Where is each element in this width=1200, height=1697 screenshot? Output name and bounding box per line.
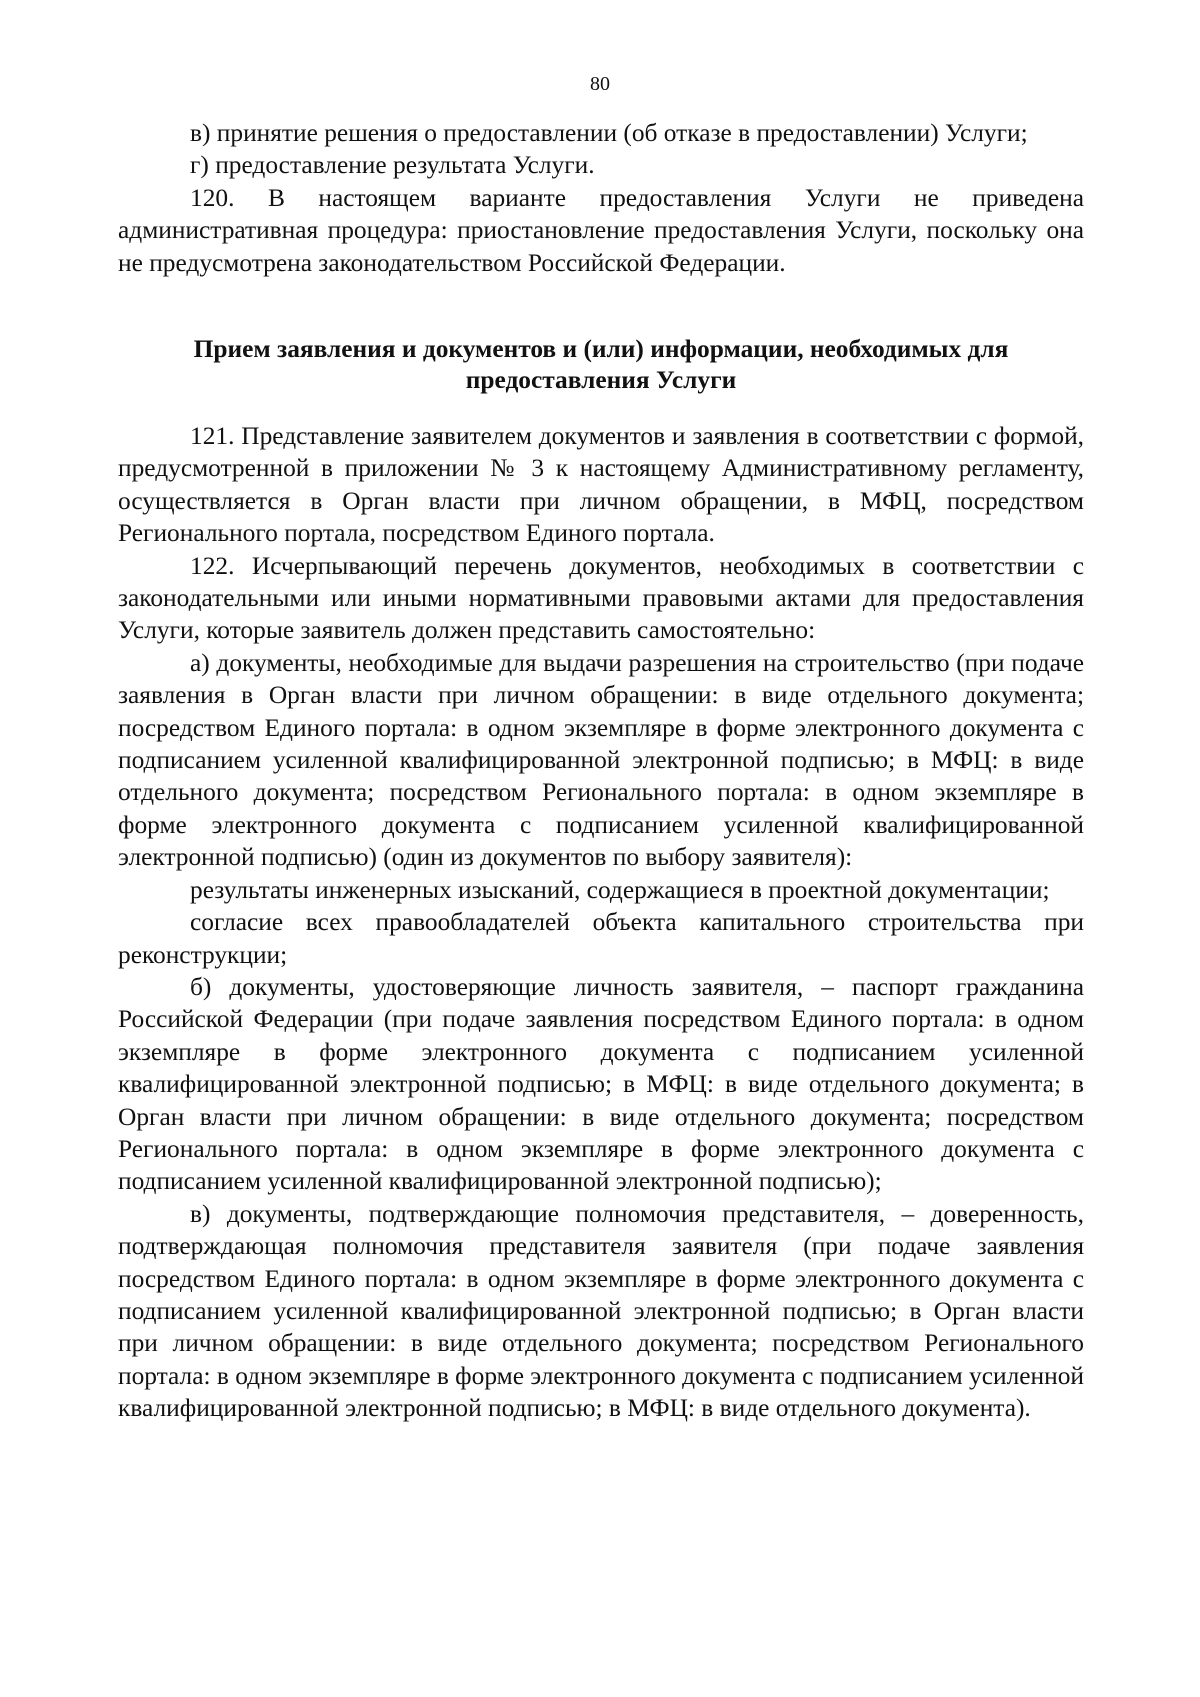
main-text-block — [118, 420, 1084, 1425]
paragraph-v-representative-docs: в) документы, подтверждающие полномочия представителя, – доверенность, подтверждающая полномочия представителя заявителя (при подаче заявления посредством Единого портала: в одном экземпляре в форме электронного документа с подписанием усиленной квалифицированной электронной подписью; в Орган власти при личном обращении: в виде отдельного документа; посредством Регионального портала: в одном экземпляре в форме электронного документа с подписанием усиленной квалифицированной электронной подписью; в МФЦ: в виде отдельного документа). — [118, 1199, 1085, 1423]
paragraph-120: 120. В настоящем варианте предоставления Услуги не приведена административная процедура: приостановление предоставления Услуги, поскольку она не предусмотрена законодательством Российской Федерации. — [118, 183, 1084, 277]
paragraph-g-result: г) предоставление результата Услуги. — [190, 151, 595, 180]
section-heading-line-2: предоставления Услуги — [465, 366, 737, 394]
paragraph-a-construction-docs: а) документы, необходимые для выдачи разрешения на строительство (при подаче заявления в Орган власти при личном обращении: в виде отдельного документа; посредством Единого портала: в одном экземпляре в форме электронного документа с подписанием усиленной квалифицированной электронной подписью; в МФЦ: в виде отдельного документа; посредством Регионального портала: в одном экземпляре в форме электронного документа с подписанием усиленной квалифицированной электронной подписью) (один из документов по выбору заявителя): — [118, 648, 1084, 872]
paragraph-engineering-results: результаты инженерных изысканий, содержащиеся в проектной документации; — [190, 875, 1050, 904]
top-text-block — [118, 117, 1084, 279]
paragraph-b-identity-docs: б) документы, удостоверяющие личность заявителя, – паспорт гражданина Российской Федерации (при подаче заявления посредством Единого портала: в одном экземпляре в форме электронного документа с подписанием усиленной квалифицированной электронной подписью; в МФЦ: в виде отдельного документа; в Орган власти при личном обращении: в виде отдельного документа; посредством Регионального портала: в одном экземпляре в форме электронного документа с подписанием усиленной квалифицированной электронной подписью); — [118, 972, 1084, 1196]
paragraph-rightholders-consent: согласие всех правообладателей объекта капитального строительства при реконструкции; — [118, 908, 1084, 969]
paragraph-121: 121. Представление заявителем документов и заявления в соответствии с формой, предусмотренной в приложении № 3 к настоящему Административному регламенту, осуществляется в Орган власти при личном обращении, в МФЦ, посредством Регионального портала, посредством Единого портала. — [118, 422, 1084, 548]
section-heading — [118, 334, 1084, 396]
section-heading-line-1: Прием заявления и документов и (или) информации, необходимых для — [193, 335, 1009, 363]
paragraph-122: 122. Исчерпывающий перечень документов, необходимых в соответствии с законодательными или иными нормативными правовыми актами для предоставления Услуги, которые заявитель должен представить самостоятельно: — [118, 551, 1084, 645]
paragraph-v-decision: в) принятие решения о предоставлении (об отказе в предоставлении) Услуги; — [190, 119, 1028, 147]
page-number: 80 — [590, 73, 610, 95]
